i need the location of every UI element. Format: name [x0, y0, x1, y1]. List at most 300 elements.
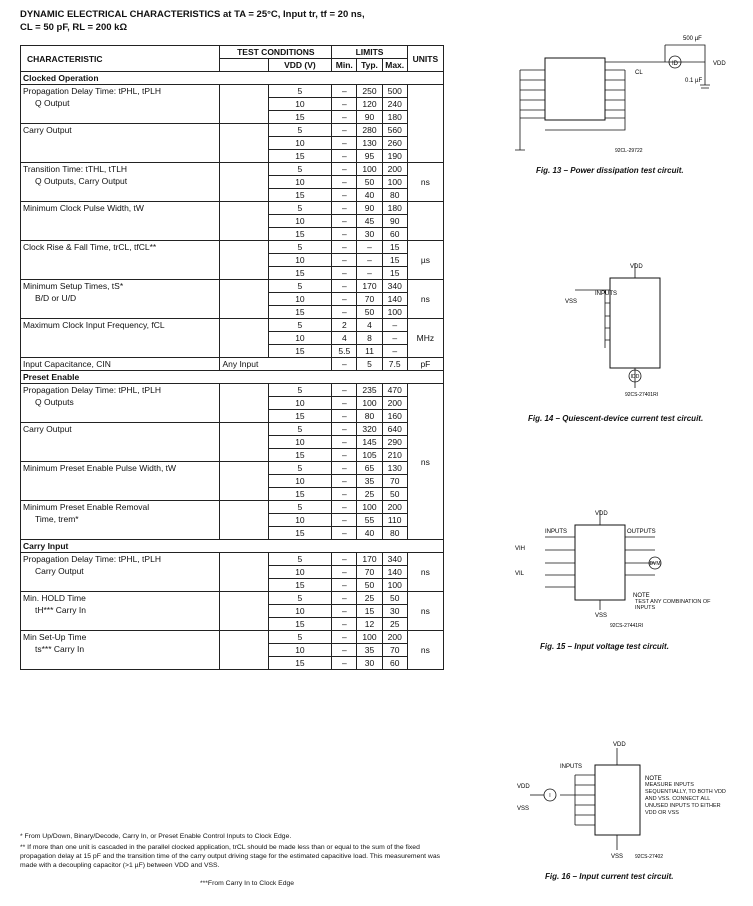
min-value: –: [332, 488, 357, 501]
min-value: –: [332, 618, 357, 631]
characteristic-label: Carry Output: [23, 125, 72, 135]
characteristic-label: Maximum Clock Input Frequency, fCL: [23, 320, 165, 330]
condition-cell: [220, 553, 268, 592]
col-typ: Typ.: [357, 59, 382, 72]
typ-value: 50: [357, 306, 382, 319]
characteristic-label: Min. HOLD Time: [23, 593, 86, 603]
max-value: 15: [382, 241, 407, 254]
table-row: [21, 631, 444, 644]
max-value: 30: [382, 605, 407, 618]
characteristic-cell: [21, 384, 220, 423]
characteristic-cell: [21, 163, 220, 202]
condition-cell: Any Input: [220, 358, 332, 371]
fig15-outputs-label: OUTPUTS: [627, 529, 656, 535]
fig16-i-label: I: [549, 793, 551, 799]
table-row: [21, 384, 444, 397]
fig15-code: 92CS-27441RI: [610, 623, 644, 629]
max-value: 210: [382, 449, 407, 462]
min-value: 4: [332, 332, 357, 345]
condition-cell: [220, 384, 268, 423]
fig14-caption: Fig. 14 – Quiescent-device current test circuit.: [528, 414, 704, 423]
typ-value: 35: [357, 644, 382, 657]
fig16-circuit: [515, 740, 735, 865]
max-value: 260: [382, 137, 407, 150]
typ-value: 145: [357, 436, 382, 449]
typ-value: 95: [357, 150, 382, 163]
min-value: –: [332, 293, 357, 306]
max-value: 290: [382, 436, 407, 449]
col-units: UNITS: [407, 46, 443, 72]
typ-value: –: [357, 254, 382, 267]
typ-value: 15: [357, 605, 382, 618]
characteristic-sublabel: B/D or U/D: [35, 293, 77, 303]
vdd-value: 15: [268, 111, 332, 124]
vdd-value: 15: [268, 527, 332, 540]
table-row: [21, 85, 444, 98]
table-row: [21, 358, 444, 371]
characteristic-label: Propagation Delay Time: tPHL, tPLH: [23, 86, 161, 96]
characteristic-cell: [21, 124, 220, 163]
table-row: [21, 501, 444, 514]
vdd-value: 10: [268, 176, 332, 189]
vdd-value: 10: [268, 293, 332, 306]
condition-cell: [220, 85, 268, 124]
typ-value: 50: [357, 579, 382, 592]
max-value: 200: [382, 163, 407, 176]
condition-cell: [220, 241, 268, 280]
condition-cell: [220, 280, 268, 319]
min-value: –: [332, 423, 357, 436]
characteristic-sublabel: Carry Output: [35, 566, 84, 576]
max-value: 200: [382, 397, 407, 410]
vdd-value: 10: [268, 436, 332, 449]
unit-cell: ns: [407, 384, 443, 540]
fig15-circuit: [515, 505, 735, 630]
max-value: 80: [382, 527, 407, 540]
typ-value: 120: [357, 98, 382, 111]
fig14-idd-label: IDD: [630, 374, 640, 380]
vdd-value: 10: [268, 215, 332, 228]
characteristic-label: Min Set-Up Time: [23, 632, 87, 642]
min-value: –: [332, 202, 357, 215]
fig13-cap2-label: 0.1 µF: [685, 78, 703, 84]
max-value: 140: [382, 293, 407, 306]
max-value: 500: [382, 85, 407, 98]
typ-value: 25: [357, 592, 382, 605]
vdd-value: 5: [268, 319, 332, 332]
characteristic-cell: [21, 423, 220, 462]
characteristic-cell: [21, 319, 220, 358]
vdd-value: 15: [268, 488, 332, 501]
col-limits: LIMITS: [332, 46, 408, 59]
characteristic-sublabel: Time, trem*: [35, 514, 79, 524]
max-value: 180: [382, 202, 407, 215]
characteristic-sublabel: tH*** Carry In: [35, 605, 87, 615]
typ-value: 90: [357, 202, 382, 215]
min-value: –: [332, 605, 357, 618]
min-value: –: [332, 358, 357, 371]
max-value: 470: [382, 384, 407, 397]
characteristic-cell: [21, 241, 220, 280]
vdd-value: 10: [268, 644, 332, 657]
min-value: –: [332, 644, 357, 657]
unit-cell: [407, 85, 443, 163]
typ-value: 30: [357, 228, 382, 241]
min-value: –: [332, 98, 357, 111]
max-value: 50: [382, 488, 407, 501]
fig15-vss-label: VSS: [595, 613, 608, 619]
max-value: 180: [382, 111, 407, 124]
min-value: –: [332, 137, 357, 150]
typ-value: 55: [357, 514, 382, 527]
max-value: 70: [382, 644, 407, 657]
table-row: [21, 163, 444, 176]
min-value: –: [332, 124, 357, 137]
max-value: 80: [382, 189, 407, 202]
fig15-vdd-label: VDD: [595, 511, 608, 517]
vdd-value: 5: [268, 384, 332, 397]
characteristic-sublabel: Q Outputs, Carry Output: [35, 176, 128, 186]
vdd-value: 15: [268, 410, 332, 423]
characteristic-cell: [21, 202, 220, 241]
table-row: [21, 319, 444, 332]
min-value: –: [332, 176, 357, 189]
fig16-caption: Fig. 16 – Input current test circuit.: [545, 872, 674, 881]
typ-value: 5: [357, 358, 382, 371]
min-value: –: [332, 527, 357, 540]
vdd-value: 5: [268, 592, 332, 605]
condition-cell: [220, 462, 268, 501]
table-row: [21, 124, 444, 137]
table-row: [21, 423, 444, 436]
max-value: –: [382, 332, 407, 345]
characteristic-cell: [21, 592, 220, 631]
vdd-value: 15: [268, 267, 332, 280]
characteristic-label: Input Capacitance, CIN: [21, 358, 220, 371]
max-value: 7.5: [382, 358, 407, 371]
table-row: [21, 553, 444, 566]
typ-value: 30: [357, 657, 382, 670]
vdd-value: 10: [268, 397, 332, 410]
typ-value: 90: [357, 111, 382, 124]
vdd-value: 15: [268, 189, 332, 202]
footnote-3: ***From Carry In to Clock Edge: [200, 880, 295, 887]
typ-value: 280: [357, 124, 382, 137]
unit-cell: µs: [407, 241, 443, 280]
max-value: 140: [382, 566, 407, 579]
typ-value: 40: [357, 527, 382, 540]
min-value: –: [332, 475, 357, 488]
fig15-inputs-label: INPUTS: [545, 529, 568, 535]
characteristic-label: Propagation Delay Time: tPHL, tPLH: [23, 554, 161, 564]
fig13-cl-label: CL: [635, 70, 643, 76]
unit-cell: ns: [407, 280, 443, 319]
characteristic-sublabel: Q Outputs: [35, 397, 74, 407]
typ-value: 250: [357, 85, 382, 98]
min-value: –: [332, 397, 357, 410]
max-value: 160: [382, 410, 407, 423]
condition-cell: [220, 423, 268, 462]
fig13-caption: Fig. 13 – Power dissipation test circuit.: [536, 166, 684, 175]
vdd-value: 10: [268, 332, 332, 345]
vdd-value: 10: [268, 475, 332, 488]
vdd-value: 5: [268, 501, 332, 514]
characteristic-label: Minimum Preset Enable Removal: [23, 502, 150, 512]
unit-cell: ns: [407, 553, 443, 592]
fig16-vdd-in-label: VDD: [517, 784, 530, 790]
unit-cell: ns: [407, 631, 443, 670]
min-value: –: [332, 241, 357, 254]
page-title: DYNAMIC ELECTRICAL CHARACTERISTICS at TA = 25°C, Input tr, tf = 20 ns, CL = 50 pF, RL = 200 kΩ: [20, 9, 365, 33]
min-value: –: [332, 462, 357, 475]
typ-value: 235: [357, 384, 382, 397]
fig15-caption: Fig. 15 – Input voltage test circuit.: [540, 642, 669, 651]
vdd-value: 15: [268, 657, 332, 670]
min-value: –: [332, 215, 357, 228]
fig16-inputs-label: INPUTS: [560, 764, 583, 770]
max-value: 60: [382, 228, 407, 241]
vdd-value: 10: [268, 605, 332, 618]
min-value: –: [332, 163, 357, 176]
characteristic-label: Minimum Setup Times, tS*: [23, 281, 124, 291]
typ-value: 70: [357, 566, 382, 579]
fig16-code: 92CS-27402: [635, 854, 664, 860]
typ-value: 105: [357, 449, 382, 462]
min-value: –: [332, 189, 357, 202]
typ-value: –: [357, 241, 382, 254]
vdd-value: 5: [268, 85, 332, 98]
fig14-vdd-label: VDD: [630, 264, 643, 270]
max-value: 560: [382, 124, 407, 137]
characteristic-cell: [21, 631, 220, 670]
typ-value: 320: [357, 423, 382, 436]
condition-cell: [220, 163, 268, 202]
max-value: 70: [382, 475, 407, 488]
characteristic-label: Minimum Preset Enable Pulse Width, tW: [23, 463, 177, 473]
min-value: –: [332, 228, 357, 241]
typ-value: 11: [357, 345, 382, 358]
vdd-value: 5: [268, 553, 332, 566]
typ-value: 170: [357, 280, 382, 293]
condition-cell: [220, 319, 268, 358]
max-value: 340: [382, 553, 407, 566]
fig14-inputs-label: INPUTS: [595, 291, 618, 297]
fig15-note-body: TEST ANY COMBINATION OF INPUTS: [635, 599, 711, 611]
typ-value: 8: [357, 332, 382, 345]
typ-value: 170: [357, 553, 382, 566]
min-value: –: [332, 306, 357, 319]
table-row: [21, 280, 444, 293]
footnote-2: ** If more than one unit is cascaded in the parallel clocked application, trCL should be made less than or equal to the sum of the fixed propagation delay at 15 pF and the transition time of the carry output driving stage for the estimated capacitive load. This measurement was made with a decoupling capacitor (>1 µF) between VDD and VSS.: [20, 844, 441, 869]
typ-value: 45: [357, 215, 382, 228]
vdd-value: 15: [268, 150, 332, 163]
max-value: 50: [382, 592, 407, 605]
max-value: 110: [382, 514, 407, 527]
condition-cell: [220, 202, 268, 241]
vdd-value: 15: [268, 228, 332, 241]
fig13-cap-label: 500 µF: [683, 36, 702, 42]
condition-cell: [220, 631, 268, 670]
min-value: 5.5: [332, 345, 357, 358]
max-value: 240: [382, 98, 407, 111]
min-value: –: [332, 280, 357, 293]
characteristic-sublabel: ts*** Carry In: [35, 644, 85, 654]
typ-value: 100: [357, 501, 382, 514]
max-value: 90: [382, 215, 407, 228]
vdd-value: 5: [268, 280, 332, 293]
min-value: –: [332, 566, 357, 579]
min-value: –: [332, 449, 357, 462]
fig15-vil-label: VIL: [515, 571, 525, 577]
max-value: 100: [382, 579, 407, 592]
typ-value: 25: [357, 488, 382, 501]
characteristic-label: Clock Rise & Fall Time, trCL, tfCL**: [23, 242, 157, 252]
typ-value: 65: [357, 462, 382, 475]
fig13-code: 92CL-29722: [615, 148, 643, 154]
col-characteristic: CHARACTERISTIC: [21, 46, 220, 72]
characteristic-cell: [21, 553, 220, 592]
condition-cell: [220, 501, 268, 540]
vdd-value: 5: [268, 202, 332, 215]
characteristic-cell: [21, 85, 220, 124]
unit-cell: ns: [407, 163, 443, 202]
min-value: –: [332, 501, 357, 514]
characteristic-label: Transition Time: tTHL, tTLH: [23, 164, 128, 174]
unit-cell: ns: [407, 592, 443, 631]
min-value: –: [332, 592, 357, 605]
fig16-note-body: MEASURE INPUTS SEQUENTIALLY, TO BOTH VDD AND VSS. CONNECT ALL UNUSED INPUTS TO EITHER VDD OR VSS: [645, 782, 726, 816]
vdd-value: 5: [268, 462, 332, 475]
unit-cell: MHz: [407, 319, 443, 358]
col-max: Max.: [382, 59, 407, 72]
vdd-value: 10: [268, 137, 332, 150]
max-value: 100: [382, 306, 407, 319]
max-value: 25: [382, 618, 407, 631]
unit-cell: [407, 202, 443, 241]
vdd-value: 15: [268, 449, 332, 462]
min-value: –: [332, 631, 357, 644]
fig16-vdd-label: VDD: [613, 742, 626, 748]
typ-value: 100: [357, 631, 382, 644]
max-value: –: [382, 319, 407, 332]
max-value: 60: [382, 657, 407, 670]
vdd-value: 5: [268, 631, 332, 644]
typ-value: 100: [357, 397, 382, 410]
characteristic-cell: [21, 501, 220, 540]
table-row: [21, 241, 444, 254]
min-value: –: [332, 410, 357, 423]
fig14-vss-label: VSS: [565, 299, 578, 305]
characteristic-cell: [21, 280, 220, 319]
vdd-value: 5: [268, 423, 332, 436]
vdd-value: 10: [268, 254, 332, 267]
max-value: –: [382, 345, 407, 358]
typ-value: 12: [357, 618, 382, 631]
characteristic-label: Minimum Clock Pulse Width, tW: [23, 203, 144, 213]
fig13-circuit: [515, 30, 735, 160]
dynamic-characteristics-table: [20, 45, 444, 670]
table-row: [21, 202, 444, 215]
min-value: –: [332, 267, 357, 280]
vdd-value: 5: [268, 124, 332, 137]
characteristic-label: Propagation Delay Time: tPHL, tPLH: [23, 385, 161, 395]
typ-value: –: [357, 267, 382, 280]
min-value: –: [332, 436, 357, 449]
vdd-value: 10: [268, 566, 332, 579]
max-value: 15: [382, 267, 407, 280]
vdd-value: 15: [268, 345, 332, 358]
fig16-vss-in-label: VSS: [517, 806, 530, 812]
vdd-value: 10: [268, 514, 332, 527]
max-value: 200: [382, 631, 407, 644]
condition-cell: [220, 592, 268, 631]
vdd-value: 15: [268, 618, 332, 631]
max-value: 130: [382, 462, 407, 475]
col-min: Min.: [332, 59, 357, 72]
max-value: 190: [382, 150, 407, 163]
max-value: 340: [382, 280, 407, 293]
vdd-value: 15: [268, 306, 332, 319]
table-row: [21, 592, 444, 605]
characteristic-sublabel: Q Output: [35, 98, 70, 108]
typ-value: 100: [357, 163, 382, 176]
fig15-vih-label: VIH: [515, 546, 526, 552]
characteristic-label: Carry Output: [23, 424, 72, 434]
min-value: –: [332, 657, 357, 670]
footnote-1: * From Up/Down, Binary/Decode, Carry In, or Preset Enable Control Inputs to Clock Edge.: [20, 833, 292, 840]
vdd-value: 10: [268, 98, 332, 111]
fig16-note-label: NOTE: [645, 776, 662, 782]
typ-value: 50: [357, 176, 382, 189]
min-value: –: [332, 384, 357, 397]
min-value: –: [332, 150, 357, 163]
fig13-vdd-label: VDD: [713, 61, 726, 67]
fig13-id-label: ID: [672, 61, 678, 67]
section-header: Preset Enable: [21, 371, 444, 384]
typ-value: 130: [357, 137, 382, 150]
section-header: Carry Input: [21, 540, 444, 553]
vdd-value: 5: [268, 163, 332, 176]
fig14-circuit: [565, 258, 695, 408]
max-value: 15: [382, 254, 407, 267]
max-value: 640: [382, 423, 407, 436]
min-value: –: [332, 514, 357, 527]
min-value: –: [332, 553, 357, 566]
fig15-dvm-label: DVM: [649, 561, 661, 567]
section-header: Clocked Operation: [21, 72, 444, 85]
min-value: –: [332, 85, 357, 98]
col-vdd: VDD (V): [268, 59, 332, 72]
table-row: [21, 462, 444, 475]
min-value: 2: [332, 319, 357, 332]
fig15-note-label: NOTE: [633, 593, 650, 599]
col-test-conditions: TEST CONDITIONS: [220, 46, 332, 59]
typ-value: 35: [357, 475, 382, 488]
max-value: 100: [382, 176, 407, 189]
vdd-value: 5: [268, 241, 332, 254]
vdd-value: 15: [268, 579, 332, 592]
typ-value: 80: [357, 410, 382, 423]
fig16-vss-label: VSS: [611, 854, 624, 860]
typ-value: 70: [357, 293, 382, 306]
typ-value: 4: [357, 319, 382, 332]
condition-cell: [220, 124, 268, 163]
unit-cell: pF: [407, 358, 443, 371]
min-value: –: [332, 254, 357, 267]
min-value: –: [332, 111, 357, 124]
fig14-code: 92CS-27401RI: [625, 392, 659, 398]
min-value: –: [332, 579, 357, 592]
